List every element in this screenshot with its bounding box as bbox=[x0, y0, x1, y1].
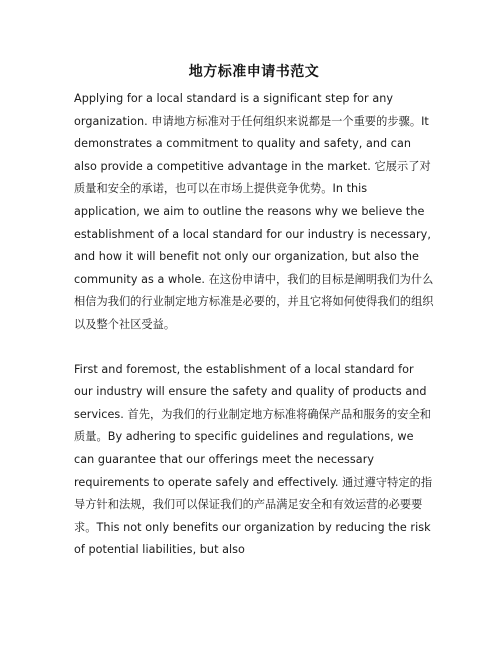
paragraph-text-zh: 申请地方标准对于任何组织来说都是一个重要的步骤。 bbox=[151, 114, 422, 128]
paragraph-text-en: First and foremost, the establishment of a local standard for our industry will ensure the safety and quality of products and services. bbox=[74, 362, 427, 421]
paragraph-text-zh: 在这份申请中，我们的目标是阐明我们为什么相信为我们的行业制定地方标准是必要的，并且它将如何使得我们的组织以及整个社区受益。 bbox=[74, 272, 434, 331]
document-title: 地方标准申请书范文 bbox=[188, 64, 320, 80]
paragraph-safety-quality bbox=[74, 359, 434, 562]
paragraph-text-en: Applying for a local standard is a significant step for any organization. bbox=[74, 92, 394, 128]
paragraph-text-en: In this application, we aim to outline the reasons why we believe the establishment of a local standard for our industry is necessary, and how it will benefit not only our organization, but also the community as a whole. bbox=[74, 182, 431, 286]
paragraph-text-zh: 通过遵守特定的指导方针和法规，我们可以保证我们的产品满足安全和有效运营的必要要求。 bbox=[74, 475, 433, 534]
paragraph-text-en: This not only benefits our organization by reducing the risk of potential liabilities, but also bbox=[74, 520, 431, 557]
paragraph-text-zh: 首先，为我们的行业制定地方标准将确保产品和服务的安全和质量。 bbox=[74, 407, 431, 444]
paragraph-intro bbox=[74, 88, 434, 337]
paragraph-text-zh: 它展示了对质量和安全的承诺，也可以在市场上提供竞争优势。 bbox=[74, 159, 431, 196]
paragraph-text-en: By adhering to specific guidelines and regulations, we can guarantee that our offerings meet the necessary requirements to operate safely and effectively. bbox=[74, 430, 414, 489]
paragraph-text-en: It demonstrates a commitment to quality and safety, and can also provide a competitive advantage in the market. bbox=[74, 114, 429, 173]
